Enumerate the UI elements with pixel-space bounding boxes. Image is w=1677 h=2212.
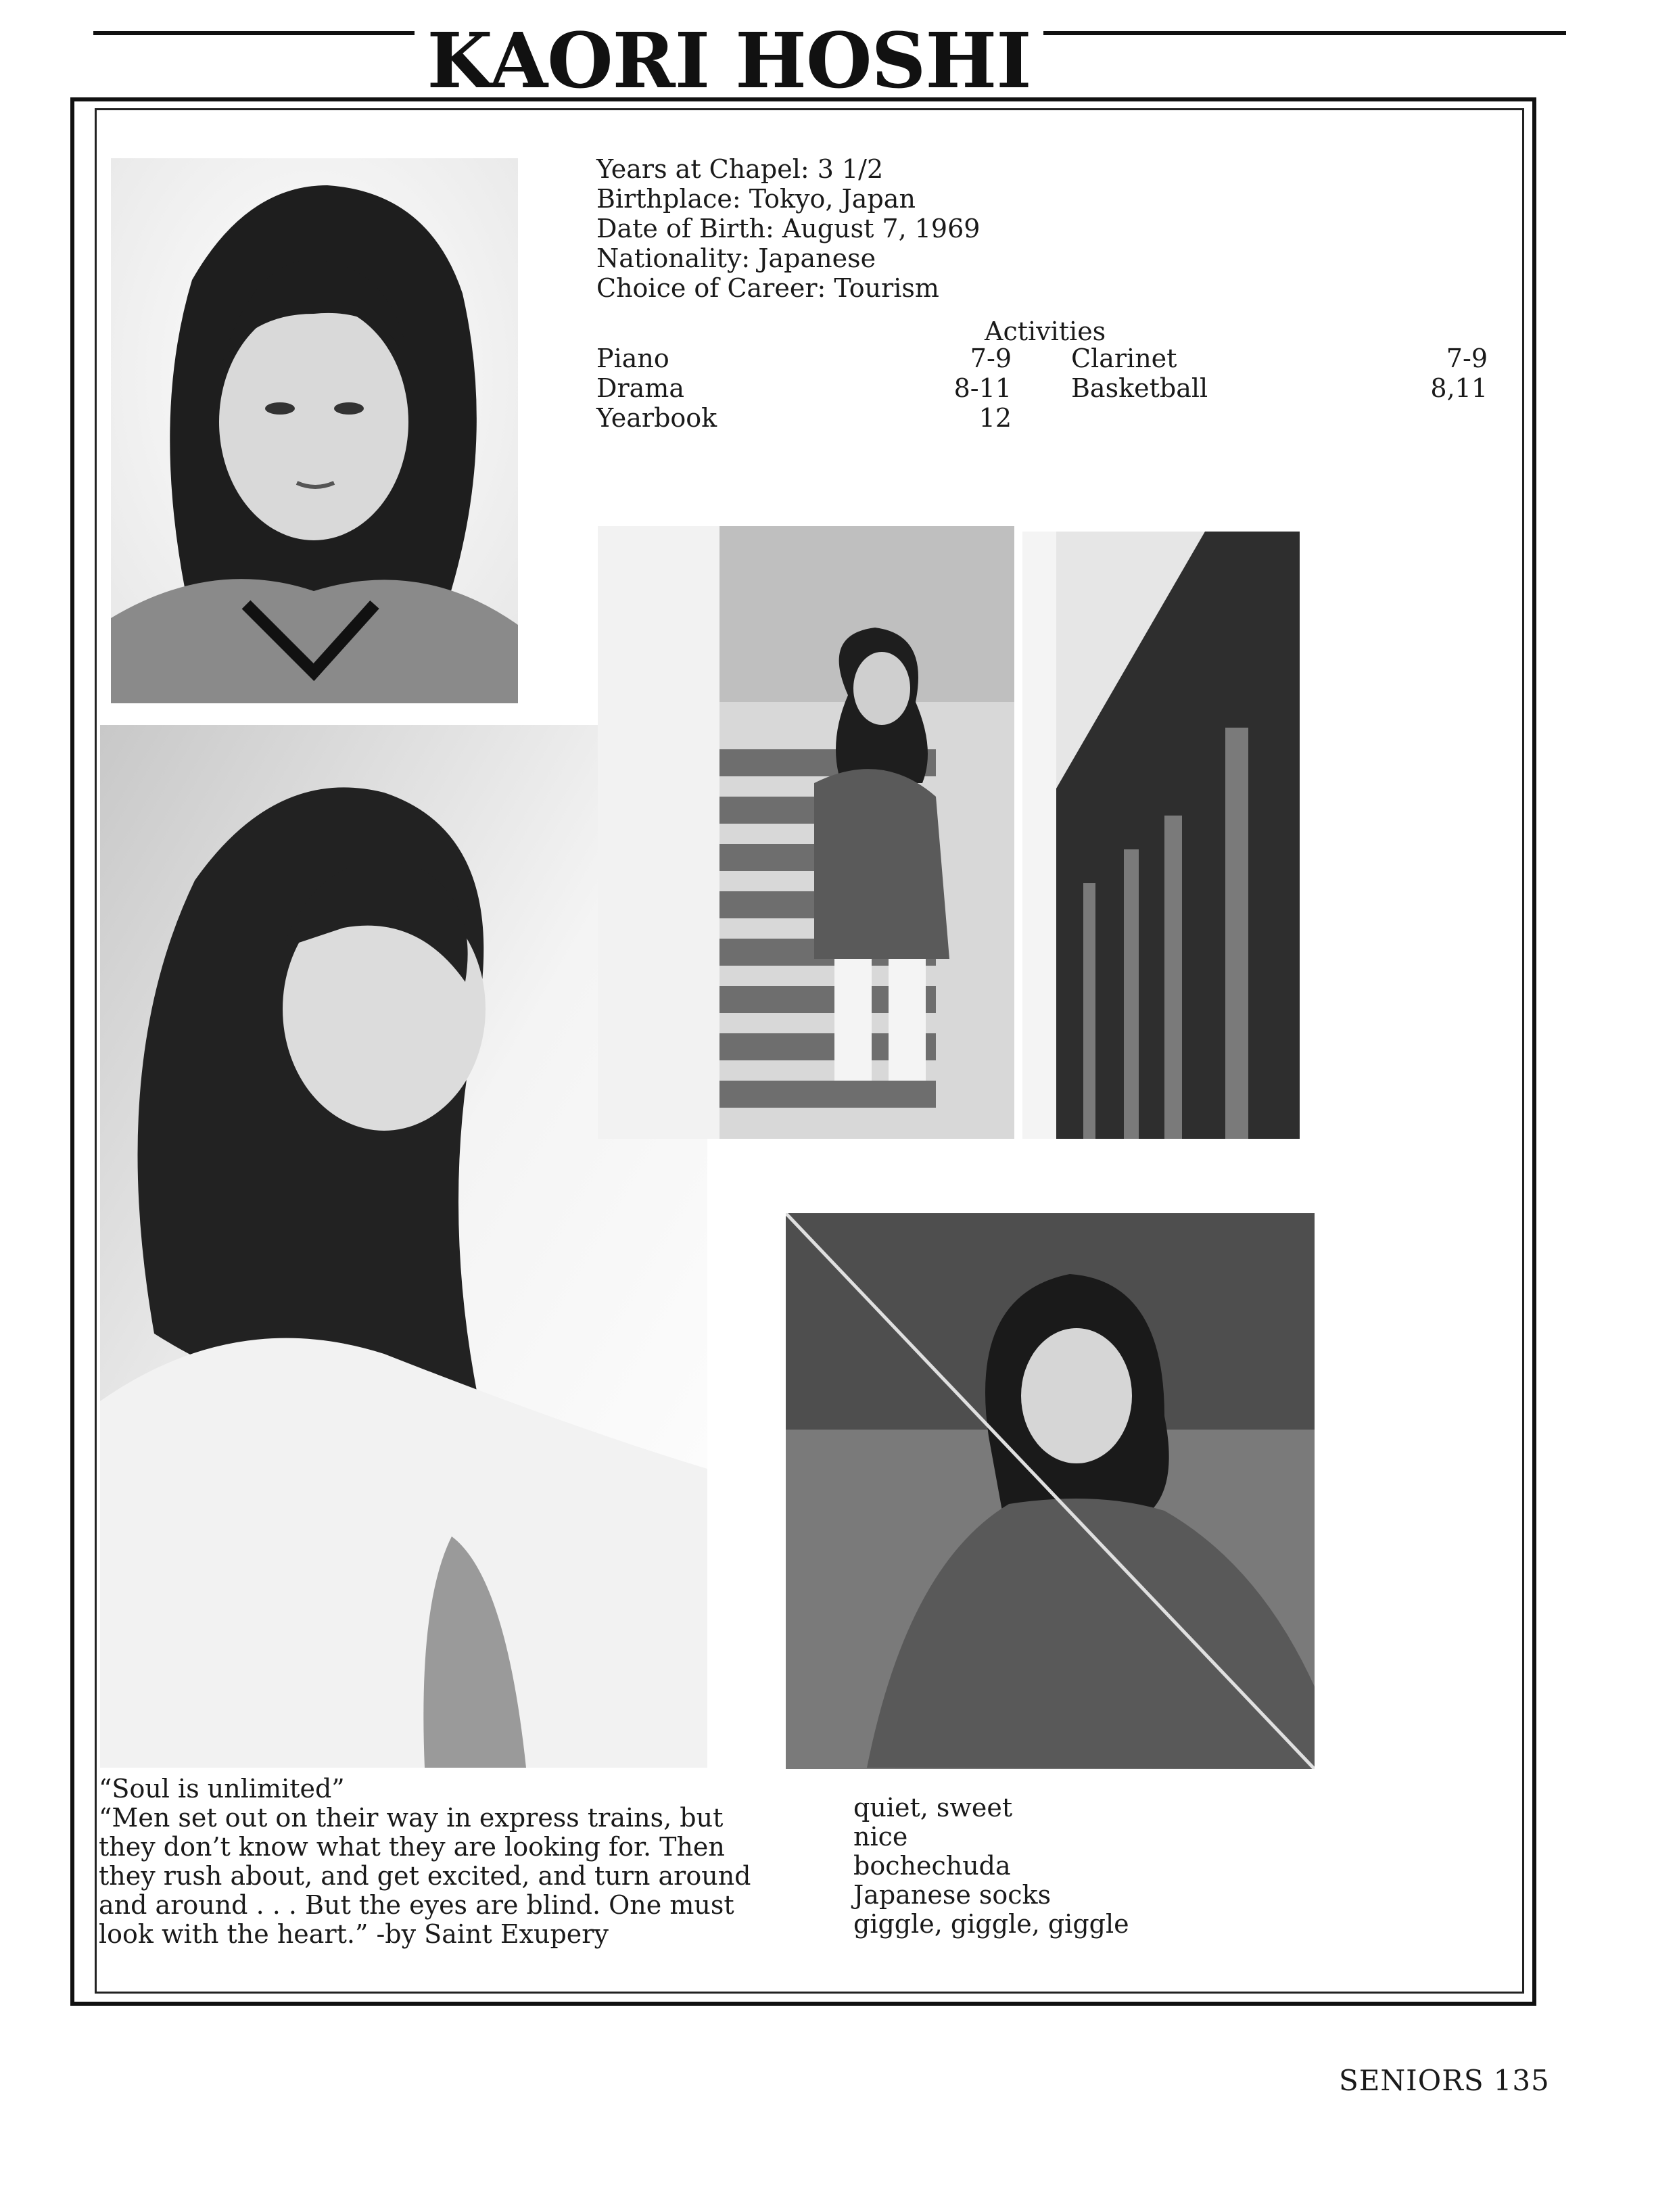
activity-years: 8-11 xyxy=(953,373,1012,403)
trait-item: nice xyxy=(853,1822,908,1852)
page-number: 135 xyxy=(1493,2064,1550,2097)
section-label: SENIORS xyxy=(1339,2064,1484,2097)
info-block xyxy=(596,154,980,303)
senior-quote xyxy=(99,1774,775,1949)
activity-years: 8,11 xyxy=(1430,373,1488,403)
activity-name: Drama xyxy=(596,373,684,403)
pavilion-photo xyxy=(1022,532,1300,1139)
activity-years: 7-9 xyxy=(1446,344,1488,373)
years-at-chapel: Years at Chapel: 3 1/2 xyxy=(596,154,884,184)
traits-list xyxy=(853,1793,1129,1939)
page-title: KAORI HOSHI xyxy=(93,24,1365,99)
quote-line-1: “Soul is unlimited” xyxy=(99,1774,345,1804)
trait-item: Japanese socks xyxy=(853,1880,1052,1910)
trait-item: quiet, sweet xyxy=(853,1793,1013,1822)
stairs-photo xyxy=(598,526,1014,1139)
fishing-photo xyxy=(786,1213,1315,1769)
choice-of-career: Choice of Career: Tourism xyxy=(596,273,939,303)
portrait-photo xyxy=(111,158,518,703)
activity-name: Basketball xyxy=(1071,373,1208,403)
nationality: Nationality: Japanese xyxy=(596,243,876,273)
date-of-birth: Date of Birth: August 7, 1969 xyxy=(596,214,981,243)
activity-years: 12 xyxy=(978,403,1012,433)
activities-heading: Activities xyxy=(985,316,1106,346)
activity-name: Yearbook xyxy=(596,403,717,433)
trait-item: giggle, giggle, giggle xyxy=(853,1909,1129,1939)
quote-body: “Men set out on their way in express trains, but they don’t know what they are looking for. Then they rush about, and get excited, and turn around and around . . . But the eyes are blind. One must look with the heart.” -by Saint Exupery xyxy=(99,1803,751,1949)
activity-name: Piano xyxy=(596,344,669,373)
trait-item: bochechuda xyxy=(853,1851,1011,1881)
birthplace: Birthplace: Tokyo, Japan xyxy=(596,184,916,214)
activity-name: Clarinet xyxy=(1071,344,1177,373)
activity-years: 7-9 xyxy=(970,344,1012,373)
page-footer xyxy=(1339,2064,1550,2097)
